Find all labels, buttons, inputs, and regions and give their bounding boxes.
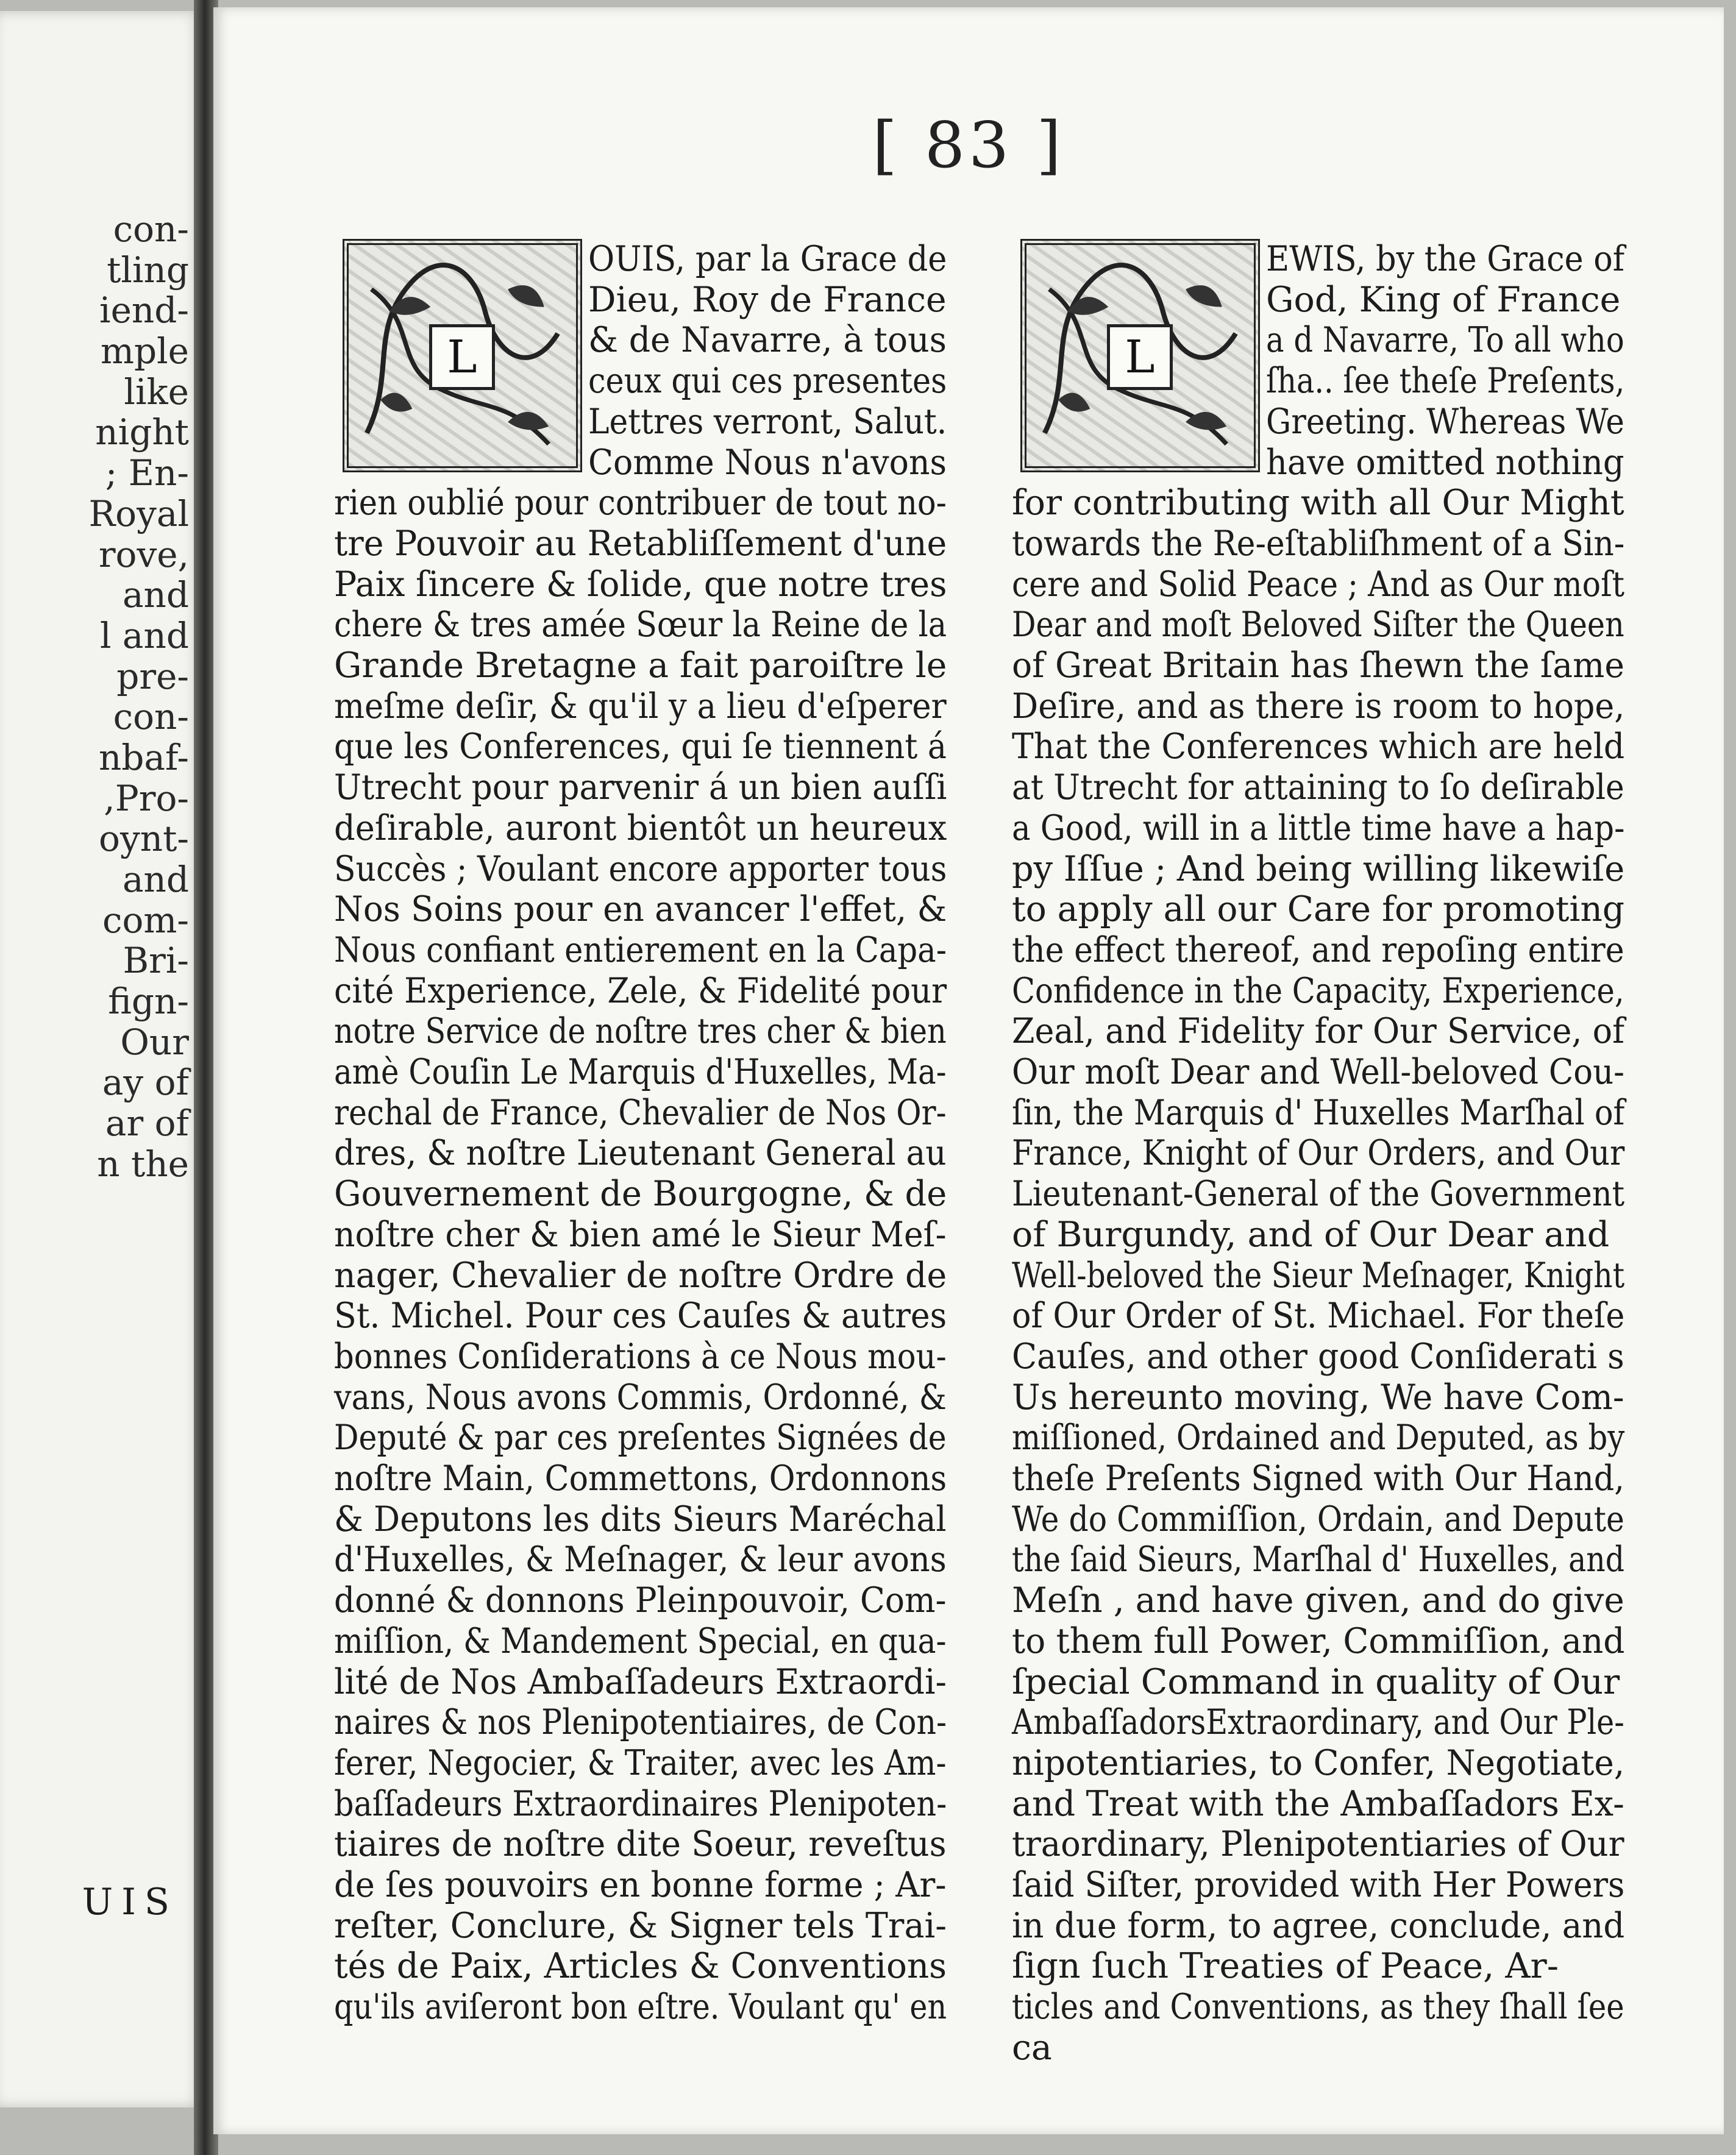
text-line: God, King of France (1266, 279, 1621, 320)
text-line: towards the Re-eſtabliſhment of a Sin- (1012, 523, 1625, 564)
text-line: qu'ils aviſeront bon eſtre. Voulant qu' en (334, 1987, 947, 2028)
text-line: to them full Power, Commiſſion, and (1012, 1621, 1625, 1661)
text-line: We do Commiſſion, Ordain, and Depute (1012, 1499, 1624, 1539)
text-line: and Treat with the Ambaſſadors Ex- (1012, 1783, 1624, 1824)
text-line: Succès ; Voulant encore apporter tous (334, 848, 947, 889)
text-line: the effect thereof, and repoſing entire (1012, 929, 1624, 970)
text-line: Dear and moſt Beloved Siſter the Queen (1012, 605, 1624, 645)
text-line: lité de Nos Ambaſſadeurs Extraordi- (334, 1661, 947, 1702)
text-line: ceux qui ces presentes (588, 361, 947, 402)
facing-page-line-fragment: Bri- (123, 940, 189, 982)
facing-page-line-fragment: ,Pro- (104, 777, 189, 819)
facing-page-line-fragment: con- (113, 696, 189, 738)
text-line: cere and Solid Peace ; And as Our moſt (1012, 564, 1625, 605)
text-line: rechal de France, Chevalier de Nos Or- (334, 1092, 947, 1133)
text-line: Utrecht pour parvenir á un bien auſſi (334, 767, 947, 808)
text-line: France, Knight of Our Orders, and Our (1012, 1133, 1625, 1174)
text-line: & de Navarre, à tous (588, 320, 947, 361)
facing-page-line-fragment: fign- (108, 981, 189, 1023)
facing-page-line-fragment: ; En- (105, 452, 189, 494)
text-line: ticles and Conventions, as they ſhall ſee (1012, 1987, 1624, 2028)
text-line: reſter, Conclure, & Signer tels Trai- (334, 1905, 947, 1946)
facing-page-line-fragment: tling (107, 249, 189, 291)
facing-page-line-fragment: and (122, 574, 189, 616)
text-line: nipotentiaries, to Confer, Negotiate, (1012, 1742, 1625, 1783)
text-line: Cauſes, and other good Conſiderati s (1012, 1336, 1624, 1377)
facing-page-line-fragment: com- (102, 899, 189, 941)
text-line: Zeal, and Fidelity for Our Service, of (1012, 1011, 1625, 1052)
text-line: py Iſſue ; And being willing likewiſe (1012, 848, 1625, 889)
document-page (213, 7, 1724, 2134)
facing-page-line-fragment: pre- (116, 655, 189, 697)
text-line: naires & nos Plenipotentiaires, de Con- (334, 1702, 947, 1743)
text-line: Nos Soins pour en avancer l'effet, & (334, 889, 947, 930)
text-line: ca (1012, 2027, 1052, 2068)
text-line: ſaid Siſter, provided with Her Powers (1012, 1865, 1625, 1905)
text-line: of Great Britain has ſhewn the ſame (1012, 645, 1624, 686)
facing-page-line-fragment: rove, (98, 533, 189, 575)
text-line: Dieu, Roy de France (588, 279, 947, 320)
text-line: ſpecial Command in quality of Our (1012, 1661, 1620, 1702)
text-line: Gouvernement de Bourgogne, & de (334, 1174, 947, 1215)
text-line: St. Michel. Pour ces Cauſes & autres (334, 1296, 947, 1337)
facing-page-line-fragment: Our (120, 1021, 189, 1063)
facing-page-footer-fragment: UIS (82, 1881, 178, 1923)
text-line: que les Conferences, qui ſe tiennent á (334, 726, 947, 767)
text-line: tiaires de noſtre dite Soeur, reveſtus (334, 1824, 947, 1865)
text-line: of Burgundy, and of Our Dear and (1012, 1214, 1610, 1255)
text-line: AmbaſſadorsExtraordinary, and Our Ple- (1012, 1702, 1624, 1743)
text-line: chere & tres amée Sœur la Reine de la (334, 605, 947, 645)
facing-page (0, 11, 202, 2107)
facing-page-line-fragment: mple (101, 330, 189, 372)
text-line: dres, & noſtre Lieutenant General au (334, 1133, 947, 1174)
ornamental-dropcap (1020, 239, 1260, 472)
text-line: meſme deſir, & qu'il y a lieu d'eſperer (334, 686, 947, 726)
french-column (334, 239, 947, 2037)
text-line: for contributing with all Our Might (1012, 483, 1624, 524)
text-line: tés de Paix, Articles & Conventions (334, 1946, 947, 1987)
dropcap-letter: L (1107, 324, 1173, 390)
text-line: amè Couſin Le Marquis d'Huxelles, Ma- (334, 1052, 947, 1092)
text-line: a d Navarre, To all who (1266, 320, 1624, 361)
ornamental-dropcap (343, 239, 582, 472)
text-line: Comme Nous n'avons (588, 442, 947, 483)
facing-page-line-fragment: l and (99, 614, 189, 656)
text-line: Our moſt Dear and Well-beloved Cou- (1012, 1052, 1624, 1092)
text-line: miſſion, & Mandement Special, en qua- (334, 1621, 947, 1661)
text-line: Us hereunto moving, We have Com- (1012, 1377, 1624, 1418)
text-line: notre Service de noſtre tres cher & bien (334, 1011, 947, 1052)
text-line: Lieutenant-General of the Government (1012, 1174, 1625, 1215)
text-line: Well-beloved the Sieur Meſnager, Knight (1012, 1255, 1625, 1296)
dropcap-letter: L (429, 324, 495, 390)
text-line: EWIS, by the Grace of (1266, 239, 1625, 279)
text-line: ſin, the Marquis d' Huxelles Marſhal of (1012, 1092, 1625, 1133)
text-line: Grande Bretagne a fait paroiſtre le (334, 645, 947, 686)
facing-page-line-fragment: nbaf- (98, 736, 189, 778)
text-line: baſſadeurs Extraordinaires Plenipoten- (334, 1783, 947, 1824)
text-line: bonnes Conſiderations à ce Nous mou- (334, 1336, 947, 1377)
facing-page-line-fragment: ay of (102, 1062, 189, 1104)
facing-page-line-fragment: like (124, 371, 189, 413)
text-line: at Utrecht for attaining to ſo deſirable (1012, 767, 1624, 808)
text-line: d'Huxelles, & Meſnager, & leur avons (334, 1539, 947, 1580)
text-line: tre Pouvoir au Retabliſſement d'une (334, 523, 947, 564)
text-line: ſign ſuch Treaties of Peace, Ar- (1012, 1946, 1559, 1987)
text-line: Greeting. Whereas We (1266, 401, 1624, 442)
facing-page-line-fragment: oynt- (99, 818, 189, 860)
text-line: miſſioned, Ordained and Deputed, as by (1012, 1418, 1625, 1458)
text-line: a Good, will in a little time have a hap- (1012, 808, 1625, 848)
text-line: deſirable, auront bientôt un heureux (334, 808, 947, 848)
text-line: Deputé & par ces preſentes Signées de (334, 1418, 947, 1458)
text-line: Nous confiant entierement en la Capa- (334, 929, 947, 970)
page-number: [ 83 ] (872, 108, 1065, 182)
text-line: noſtre Main, Commettons, Ordonnons (334, 1458, 947, 1499)
english-column (1012, 239, 1625, 2068)
text-line: ferer, Negocier, & Traiter, avec les Am- (334, 1742, 947, 1783)
facing-page-line-fragment: con- (113, 208, 189, 250)
text-line: cité Experience, Zele, & Fidelité pour (334, 970, 947, 1011)
facing-page-line-fragment: iend- (99, 289, 189, 332)
facing-page-line-fragment: night (95, 411, 189, 453)
text-line: Lettres verront, Salut. (588, 401, 947, 442)
facing-page-line-fragment: Royal (88, 492, 189, 534)
text-line: rien oublié pour contribuer de tout no- (334, 483, 947, 524)
text-line: That the Conferences which are held (1012, 726, 1625, 767)
text-line: traordinary, Plenipotentiaries of Our (1012, 1824, 1624, 1865)
text-line: ſha.. ſee theſe Preſents, (1266, 361, 1625, 402)
facing-page-line-fragment: n the (97, 1143, 189, 1185)
text-line: noſtre cher & bien amé le Sieur Meſ- (334, 1214, 947, 1255)
text-line: of Our Order of St. Michael. For theſe (1012, 1296, 1625, 1337)
text-line: vans, Nous avons Commis, Ordonné, & (334, 1377, 947, 1418)
text-line: theſe Preſents Signed with Our Hand, (1012, 1458, 1624, 1499)
text-line: OUIS, par la Grace de (588, 239, 947, 279)
text-line: nager, Chevalier de noſtre Ordre de (334, 1255, 947, 1296)
facing-page-text-fragments (12, 209, 189, 1185)
text-line: de ſes pouvoirs en bonne forme ; Ar- (334, 1865, 947, 1905)
text-line: Deſire, and as there is room to hope, (1012, 686, 1625, 726)
text-line: to apply all our Care for promoting (1012, 889, 1625, 930)
text-line: have omitted nothing (1266, 442, 1624, 483)
text-line: donné & donnons Pleinpouvoir, Com- (334, 1580, 947, 1621)
text-line: the ſaid Sieurs, Marſhal d' Huxelles, and (1012, 1539, 1625, 1580)
text-line: in due form, to agree, conclude, and (1012, 1905, 1625, 1946)
facing-page-line-fragment: and (122, 859, 189, 900)
text-line: Paix ſincere & ſolide, que notre tres (334, 564, 947, 605)
facing-page-line-fragment: ar of (105, 1102, 189, 1145)
text-line: Meſn , and have given, and do give (1012, 1580, 1624, 1621)
text-line: & Deputons les dits Sieurs Maréchal (334, 1499, 947, 1539)
text-line: Confidence in the Capacity, Experience, (1012, 970, 1624, 1011)
